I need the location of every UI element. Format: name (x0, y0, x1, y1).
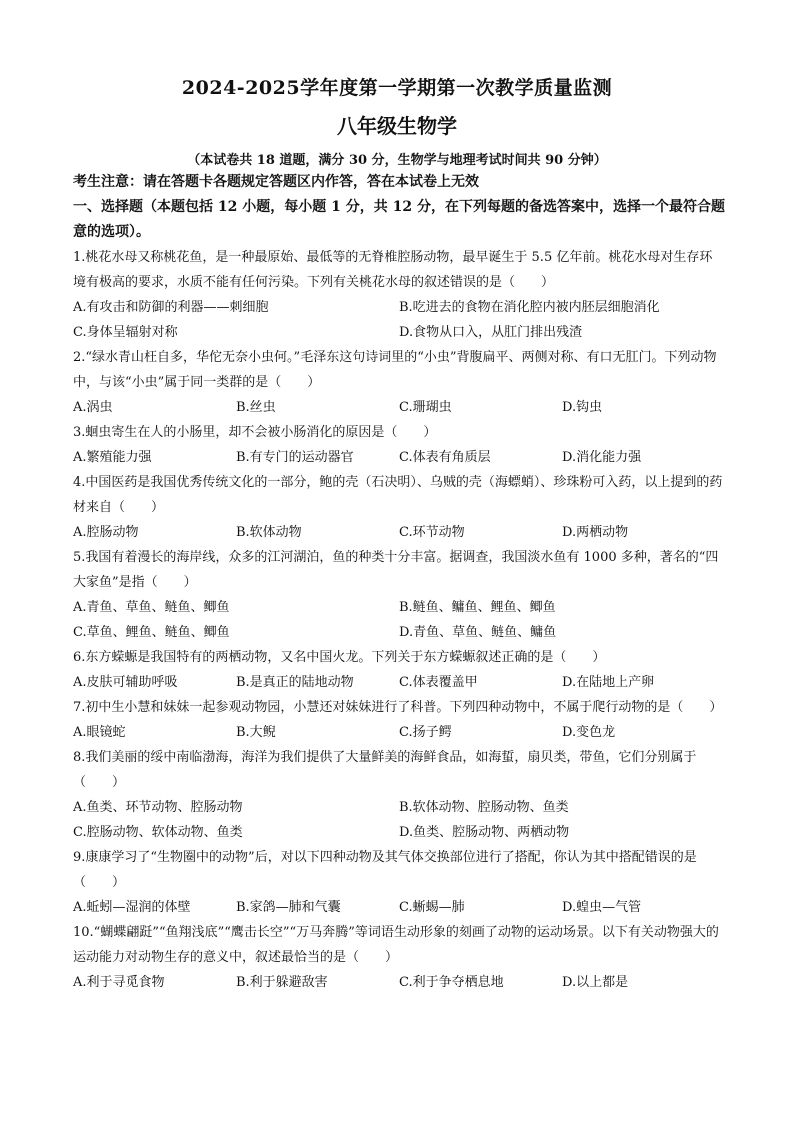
option: A.腔肠动物 (73, 525, 139, 540)
option: A.繁殖能力强 (73, 450, 152, 465)
question-stem: 3.蛔虫寄生在人的小肠里，却不会被小肠消化的原因是（ ） (73, 425, 437, 440)
question-options (73, 820, 725, 845)
option: A.蚯蚓—湿润的体壁 (73, 900, 191, 915)
question-stem: 6.东方蝾螈是我国特有的两栖动物，又名中国火龙。下列关于东方蝾螈叙述正确的是（ ） (73, 650, 606, 665)
exam-notice: 考生注意：请在答题卡各题规定答题区内作答，答在本试卷上无效 (73, 174, 479, 190)
question-options (73, 595, 725, 620)
option: C.利于争夺栖息地 (399, 975, 504, 990)
question-stem: 2.“绿水青山枉自多，华佗无奈小虫何。”毛泽东这句诗词里的“小虫”背腹扁平、两侧对称、有口无肛门。下列动物中，与该“小虫”属于同一类群的是（ ） (73, 350, 717, 390)
option: D.两栖动物 (562, 525, 629, 540)
exam-subject: 八年级生物学 (337, 114, 457, 138)
question-options (73, 670, 725, 695)
option: A.有攻击和防御的利器——刺细胞 (73, 300, 269, 315)
question-stem: 10.“蝴蝶翩跹”“鱼翔浅底”“鹰击长空”“万马奔腾”等词语生动形象的刻画了动物的运动场景。以下有关动物强大的运动能力对动物生存的意义中，叙述最恰当的是（ ） (73, 925, 719, 965)
option: C.体表覆盖甲 (399, 675, 478, 690)
option: C.腔肠动物、软体动物、鱼类 (73, 825, 243, 840)
option: C.身体呈辐射对称 (73, 325, 178, 340)
question-stem: 8.我们美丽的绥中南临渤海，海洋为我们提供了大量鲜美的海鲜食品，如海蜇，扇贝类，带鱼，它们分别属于（ ） (73, 750, 697, 790)
option: C.体表有角质层 (399, 450, 491, 465)
option: A.涡虫 (73, 400, 113, 415)
option: C.环节动物 (399, 525, 465, 540)
question-options (73, 520, 725, 545)
question-stem: 7.初中生小慧和妹妹一起参观动物园，小慧还对妹妹进行了科普。下列四种动物中，不属于爬行动物的是（ ） (73, 700, 723, 715)
option: B.利于躲避敌害 (236, 975, 328, 990)
exam-info: （本试卷共 18 道题，满分 30 分，生物学与地理考试时间共 90 分钟） (187, 153, 607, 168)
question-stem: 9.康康学习了“生物圈中的动物”后，对以下四种动物及其气体交换部位进行了搭配，你认为其中搭配错误的是（ ） (73, 850, 697, 890)
option: B.鲢鱼、鳙鱼、鲤鱼、鲫鱼 (399, 600, 556, 615)
option: A.利于寻觅食物 (73, 975, 165, 990)
option: D.以上都是 (562, 975, 629, 990)
question-stem: 4.中国医药是我国优秀传统文化的一部分，鲍的壳（石决明）、乌贼的壳（海螵蛸）、珍珠粉可入药，以上提到的药材来自（ ） (73, 475, 723, 515)
option: D.鱼类、腔肠动物、两栖动物 (399, 825, 570, 840)
option: A.鱼类、环节动物、腔肠动物 (73, 800, 243, 815)
option: B.有专门的运动器官 (236, 450, 354, 465)
option: A.青鱼、草鱼、鲢鱼、鲫鱼 (73, 600, 230, 615)
option: C.蜥蜴—肺 (399, 900, 465, 915)
option: D.变色龙 (562, 725, 616, 740)
option: A.皮肤可辅助呼吸 (73, 675, 178, 690)
question-options (73, 795, 725, 820)
option: B.丝虫 (236, 400, 276, 415)
question-options (73, 970, 725, 995)
exam-body (73, 170, 725, 995)
option: D.青鱼、草鱼、鲢鱼、鳙鱼 (399, 625, 557, 640)
option: B.家鸽—肺和气囊 (236, 900, 341, 915)
option: D.食物从口入，从肛门排出残渣 (399, 325, 583, 340)
option: B.软体动物、腔肠动物、鱼类 (399, 800, 569, 815)
option: D.蝗虫—气管 (562, 900, 642, 915)
question-options (73, 620, 725, 645)
option: A.眼镜蛇 (73, 725, 126, 740)
question-stem: 1.桃花水母又称桃花鱼，是一种最原始、最低等的无脊椎腔肠动物，最早诞生于 5.5 亿年前。桃花水母对生存环境有极高的要求，水质不能有任何污染。下列有关桃花水母的叙述错误的是（ ） (73, 250, 713, 290)
question-stem: 5.我国有着漫长的海岸线，众多的江河湖泊，鱼的种类十分丰富。据调查，我国淡水鱼有 1000 多种，著名的“四大家鱼”是指（ ） (73, 550, 719, 590)
option: B.是真正的陆地动物 (236, 675, 354, 690)
option: C.扬子鳄 (399, 725, 452, 740)
option: D.消化能力强 (562, 450, 642, 465)
question-options (73, 395, 725, 420)
option: B.吃进去的食物在消化腔内被内胚层细胞消化 (399, 300, 660, 315)
option: D.在陆地上产卵 (562, 675, 655, 690)
exam-title: 2024-2025学年度第一学期第一次教学质量监测 (181, 77, 613, 99)
question-options (73, 720, 725, 745)
option: D.钩虫 (562, 400, 603, 415)
option: C.草鱼、鲤鱼、鲢鱼、鲫鱼 (73, 625, 230, 640)
question-options (73, 295, 725, 320)
question-options (73, 445, 725, 470)
option: B.软体动物 (236, 525, 302, 540)
section-heading: 一、选择题（本题包括 12 小题，每小题 1 分，共 12 分，在下列每题的备选答案中，选择一个最符合题意的选项）。 (73, 199, 725, 240)
question-options (73, 320, 725, 345)
option: C.珊瑚虫 (399, 400, 452, 415)
option: B.大鲵 (236, 725, 276, 740)
question-options (73, 895, 725, 920)
